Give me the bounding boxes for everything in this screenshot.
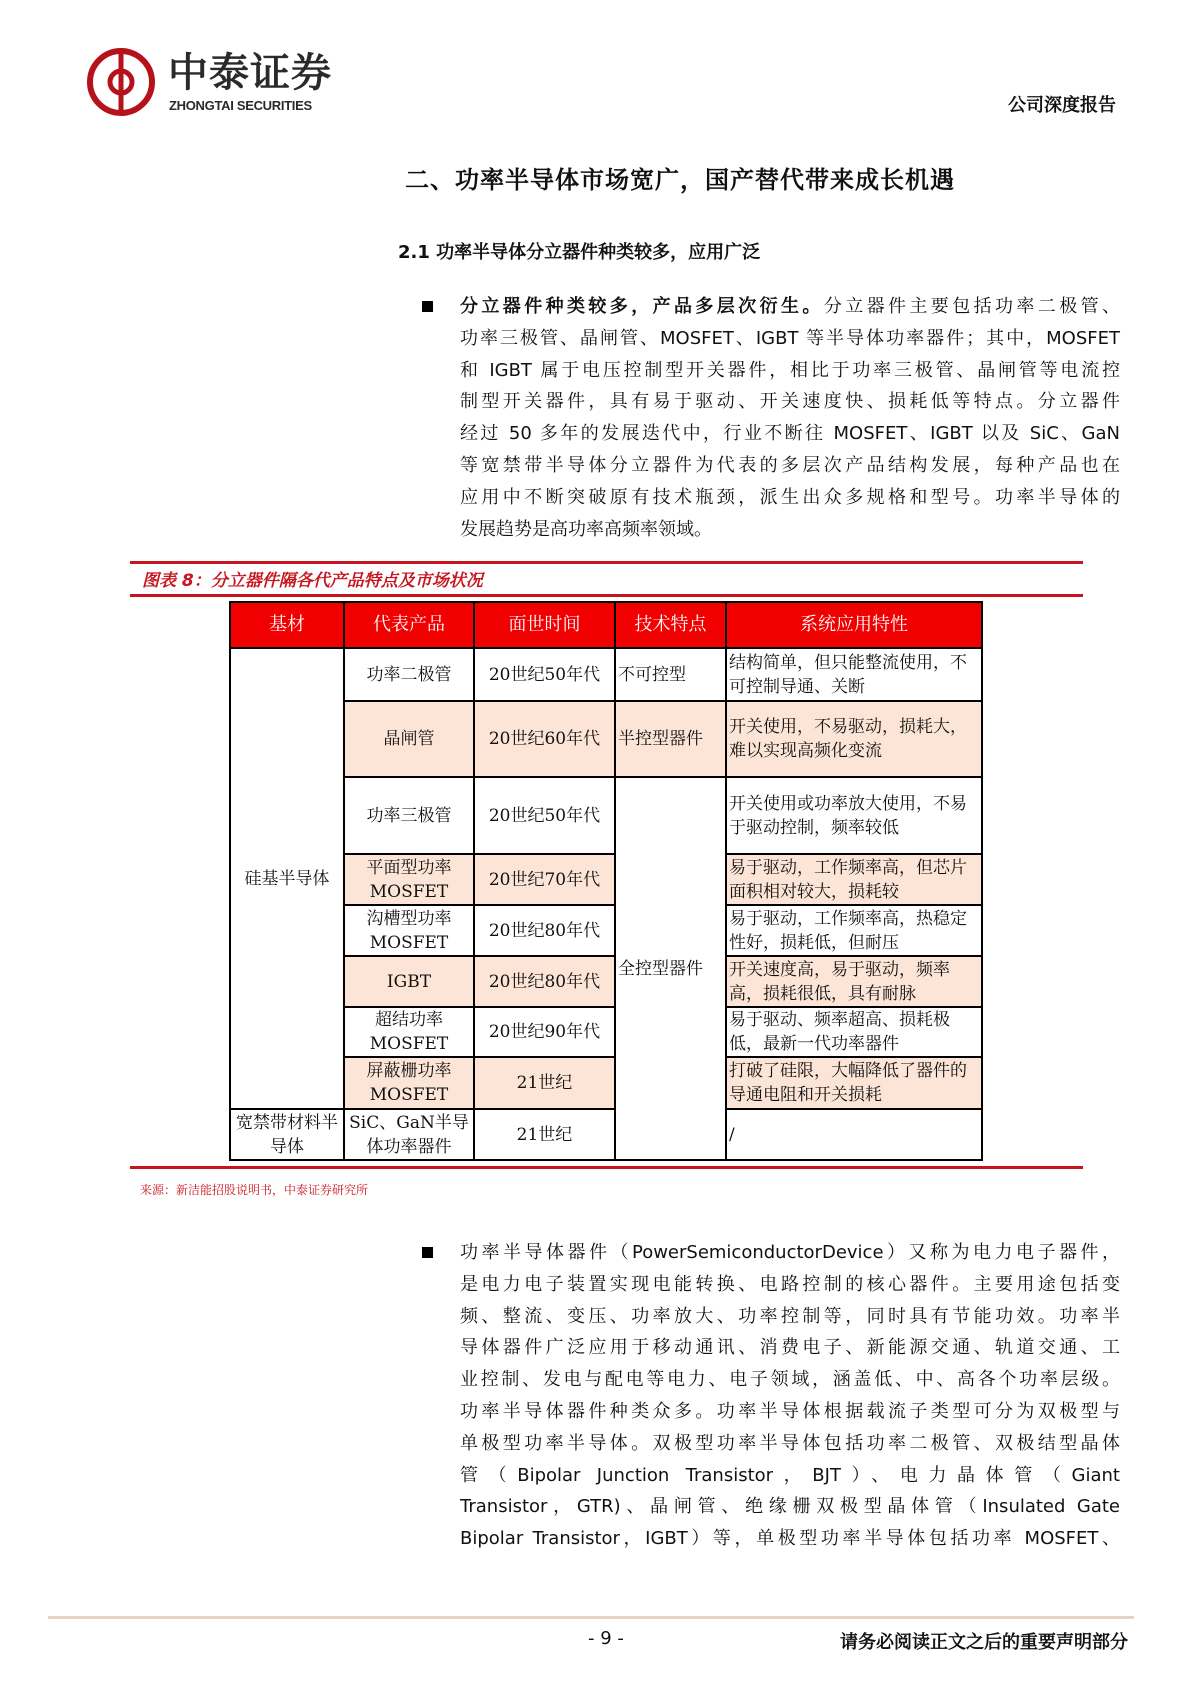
paragraph-2 (460, 1237, 1120, 1555)
column-header: 面世时间 (474, 602, 615, 648)
text-line: 频、整流、变压、功率放大、功率控制等，同时具有节能功效。功率半 (460, 1305, 1120, 1327)
time-cell: 20世纪90年代 (474, 1007, 615, 1057)
text-line: 经过 50 多年的发展迭代中，行业不断往 MOSFET、IGBT 以及 SiC、GaN (460, 423, 1120, 445)
column-header: 技术特点 (615, 602, 726, 648)
desc-cell: 开关使用，不易驱动，损耗大，难以实现高频化变流 (729, 717, 967, 761)
figure-caption-rule (130, 594, 1083, 597)
product-cell: 功率三极管 (344, 777, 474, 854)
tech-cell: 半控型器件 (615, 701, 726, 777)
desc-cell: 易于驱动，工作频率高，但芯片面积相对较大，损耗较 (729, 857, 967, 902)
bullet-icon (422, 1247, 433, 1258)
time-cell: 20世纪50年代 (474, 777, 615, 854)
text-line: 功率半导体器件种类众多。功率半导体根据载流子类型可分为双极型与 (460, 1400, 1120, 1422)
column-header: 系统应用特性 (726, 602, 982, 648)
logo-text-en: ZHONGTAI SECURITIES (169, 98, 312, 113)
table-row (230, 648, 982, 701)
desc-cell: 打破了硅限，大幅降低了器件的导通电阻和开关损耗 (729, 1061, 967, 1105)
time-cell: 20世纪50年代 (474, 648, 615, 701)
table-row (230, 1109, 982, 1160)
column-header: 代表产品 (344, 602, 474, 648)
tech-cell: / (726, 1109, 982, 1160)
text-line: 单极型功率半导体。双极型功率半导体包括功率二极管、双极结型晶体 (460, 1432, 1120, 1454)
text-line: 导体器件广泛应用于移动通讯、消费电子、新能源交通、轨道交通、工 (460, 1337, 1120, 1359)
paragraph-1 (460, 291, 1120, 545)
table-header-row (230, 602, 982, 648)
time-cell: 20世纪80年代 (474, 905, 615, 956)
subsection-title: 2.1 功率半导体分立器件种类较多，应用广泛 (398, 242, 761, 263)
desc-cell: 开关速度高，易于驱动，频率高，损耗很低，具有耐脉 (729, 959, 950, 1004)
text-line: 制型开关器件，具有易于驱动、开关速度快、损耗低等特点。分立器件 (460, 391, 1120, 413)
text-line: 功率半导体器件（PowerSemiconductorDevice）又称为电力电子器件， (460, 1242, 1120, 1263)
figure-caption: 图表 8：分立器件隔各代产品特点及市场状况 (142, 571, 483, 591)
tech-cell: 全控型器件 (615, 777, 726, 1160)
time-cell: 20世纪80年代 (474, 956, 615, 1007)
product-cell: SiC、GaN半导体功率器件 (349, 1112, 469, 1157)
desc-cell: 易于驱动，工作频率高，热稳定性好，损耗低，但耐压 (729, 908, 967, 953)
section-title: 二、功率半导体市场宽广，国产替代带来成长机遇 (405, 166, 955, 194)
report-type: 公司深度报告 (1008, 95, 1116, 116)
paragraph-lead: 分立器件种类较多，产品多层次衍生。 (460, 296, 824, 317)
device-comparison-table (229, 601, 983, 1161)
zhongtai-logo-icon (86, 47, 156, 117)
column-header: 基材 (230, 602, 344, 648)
text-line: 是电力电子装置实现电能转换、电路控制的核心器件。主要用途包括变 (460, 1273, 1120, 1295)
product-cell: 沟槽型功率MOSFET (366, 908, 452, 953)
product-cell: 屏蔽栅功率MOSFET (366, 1061, 452, 1105)
text-line: 应用中不断突破原有技术瓶颈，派生出众多规格和型号。功率半导体的 (460, 486, 1120, 508)
text-line: 等宽禁带半导体分立器件为代表的多层次产品结构发展，每种产品也在 (460, 454, 1120, 476)
text-line: Transistor，GTR)、晶闸管、绝缘栅双极型晶体管（Insulated Gate (460, 1496, 1120, 1518)
desc-cell: 结构简单，但只能整流使用，不可控制导通、关断 (729, 652, 967, 697)
logo-text-cn: 中泰证券 (168, 50, 332, 96)
desc-cell: 易于驱动、频率超高、损耗极低，最新一代功率器件 (729, 1010, 950, 1054)
figure-top-rule (130, 561, 1083, 564)
time-cell: 20世纪70年代 (474, 854, 615, 905)
page-number: - 9 - (588, 1628, 624, 1649)
base-cell: 宽禁带材料半导体 (236, 1112, 338, 1157)
text-line: 发展趋势是高功率高频率领域。 (460, 518, 712, 540)
time-cell: 21世纪 (474, 1109, 615, 1160)
text-line: 和 IGBT 属于电压控制型开关器件，相比于功率三极管、晶闸管等电流控 (460, 359, 1120, 381)
bullet-icon (422, 301, 433, 312)
product-cell: 晶闸管 (344, 701, 474, 777)
footer-rule (48, 1616, 1134, 1619)
text-line: 功率三极管、晶闸管、MOSFET、IGBT 等半导体功率器件；其中，MOSFET (460, 327, 1120, 349)
product-cell: 超结功率MOSFET (369, 1010, 449, 1054)
time-cell: 21世纪 (474, 1057, 615, 1109)
product-cell: IGBT (344, 956, 474, 1007)
figure-bottom-rule (130, 1166, 1083, 1169)
footer-disclaimer: 请务必阅读正文之后的重要声明部分 (840, 1632, 1128, 1653)
tech-cell: 不可控型 (615, 648, 726, 701)
text-line: 管（Bipolar Junction Transistor，BJT）、电力晶体管（Giant (460, 1464, 1120, 1486)
time-cell: 20世纪60年代 (474, 701, 615, 777)
text-line: Bipolar Transistor，IGBT）等，单极型功率半导体包括功率 MOSFET、 (460, 1528, 1120, 1550)
desc-cell: 开关使用或功率放大使用，不易于驱动控制，频率较低 (729, 793, 967, 838)
product-cell: 功率二极管 (344, 648, 474, 701)
text-line: 分立器件主要包括功率二极管、 (823, 296, 1121, 317)
text-line: 业控制、发电与配电等电力、电子领域，涵盖低、中、高各个功率层级。 (460, 1369, 1120, 1391)
product-cell: 平面型功率MOSFET (366, 857, 452, 902)
figure-source: 来源：新洁能招股说明书，中泰证券研究所 (140, 1183, 369, 1197)
base-cell: 硅基半导体 (230, 648, 344, 1109)
